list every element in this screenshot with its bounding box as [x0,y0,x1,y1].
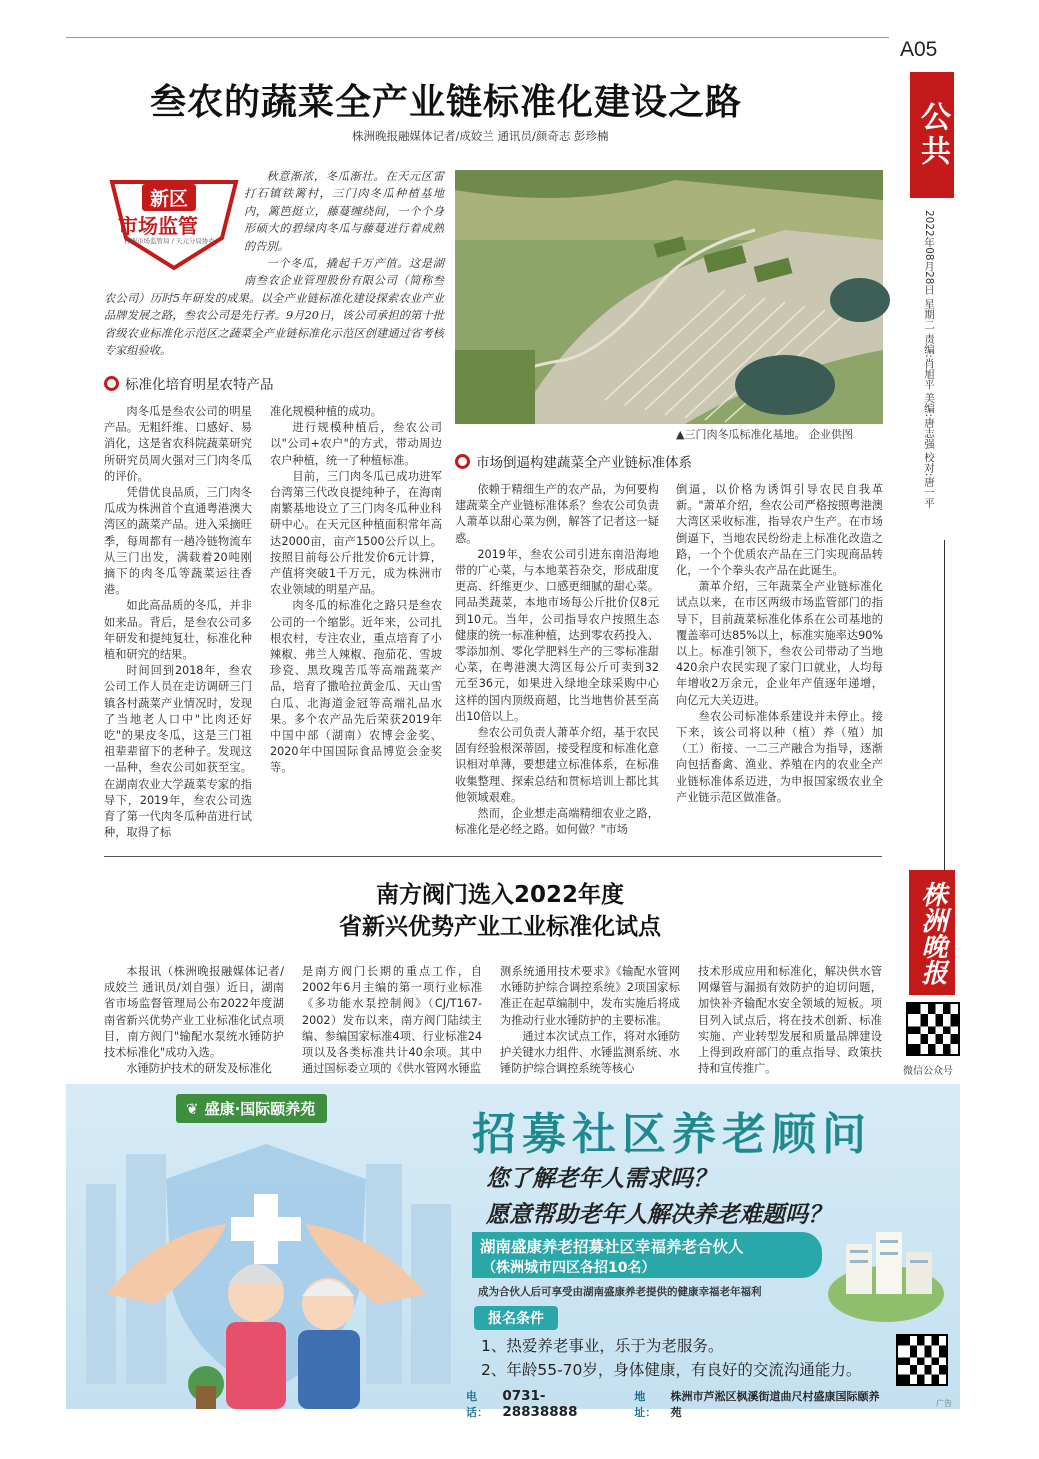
ad-qr-code[interactable] [896,1334,948,1386]
side-info: 2022年08月28日 星期二 责编:肖旭平 美编:唐志强 校对:唐一平 [923,210,935,508]
ad-corner-label: 广告 [936,1399,952,1408]
intro-paragraph: 一个冬瓜，撬起千万产值。这是湖南叁农企业管理股份有限公司（简称叁农公司）历时5年研发的成果。以全产业链标准化建设探索农业产业品牌发展之路，叁农公司是先行者。9月20日，该公司承担的第十批省级农业标准化示范区之蔬菜全产业链标准化示范区创建通过省考核专家组验收。 [104,257,444,358]
farm-photo [455,170,883,424]
paragraph: 如此高品质的冬瓜，并非如来品。背后，是叁农公司多年研发和提纯复壮，标准化种植和研究的结果。 [104,599,252,662]
bullet-circle-icon [104,376,119,391]
building-illustration [826,1224,946,1324]
badge-line1: 新区 [142,184,196,211]
paragraph: 测系统通用技术要求》《输配水管网水锤防护综合调控系统》2项国家标准正在起草编制中，发布实施后将成为推动行业水锤防护的主要标准。 [500,965,680,1027]
paragraph: 进行规模种植后，叁农公司以"公司+农户"的方式，带动周边农户种植，统一了种植标准。 [270,421,442,467]
article-column [676,482,883,806]
ad-contact [466,1388,886,1420]
article-column [104,404,252,841]
section-tab [910,72,954,198]
article2-column [500,964,680,1077]
ad-question-2: 愿意帮助老年人解决养老难题吗？ [486,1201,831,1228]
article-column [270,404,442,777]
page-number: A05 [900,38,938,61]
ad-condition-label: 报名条件 [474,1306,558,1330]
qr-caption: 微信公众号 [903,1066,953,1077]
paragraph: 目前，三门肉冬瓜已成功进军台湾第三代改良提纯种子，在海南南繁基地设立了三门肉冬瓜种业科研中心。在天元区种植面积常年高达2000亩，亩产1500公斤以上。按照目前每公斤批发价6元计算，产值将突破1千万元，成为株洲市农业领域的明星产品。 [270,469,442,597]
ad-logo-text: 盛康·国际颐养苑 [204,1100,316,1118]
phone-label: 电话： [466,1390,488,1419]
article2-title-line1: 南方阀门选入2022年度 [375,882,624,908]
intro-text [104,168,444,359]
ad-band-sub: （株洲城市四区各招10名） [482,1260,656,1276]
paragraph: 萧革介绍，三年蔬菜全产业链标准化试点以来，在市区两级市场监管部门的指导下，目前蔬菜标准化体系在公司基地的覆盖率可达85%以上，标准实施率达90%以上。标准引领下，叁农公司带动了当地420余户农民实现了家门口就业，人均每年增收2万余元，企业年产值逐年递增，向亿元大关迈进。 [676,580,883,707]
article-column [455,482,659,838]
top-rule [66,37,889,38]
paragraph: 肉冬瓜是叁农公司的明星产品。无粗纤维、口感好、易消化，这是省农科院蔬菜研究所研究员周火强对三门肉冬瓜的评价。 [104,405,252,483]
paragraph: 是南方阀门长期的重点工作，自2002年6月主编的第一项行业标准《多功能水泵控制阀》（CJ/T167-2002）发布以来，南方阀门陆续主编、参编国家标准4项、行业标准24项以及各类标准共计40余项。其中通过国标委立项的《供水管网水锤监 [302,965,482,1076]
subheading-2 [455,451,692,471]
address-label: 地址： [634,1390,657,1419]
ad-note: 成为合伙人后可享受由湖南盛康养老提供的健康幸福老年福利 [478,1286,762,1298]
paragraph: 凭借优良品质，三门肉冬瓜成为株洲首个直通粤港澳大湾区的蔬菜产品。进入采摘旺季，每周都有一趟冷链物流车从三门出发，满载着20吨刚摘下的肉冬瓜等蔬菜运往香港。 [104,486,252,597]
wechat-qr-code[interactable] [906,1002,960,1056]
badge-line2: 市场监管 [118,214,198,238]
article-byline: 株洲晚报融媒体记者/成姣兰 通讯员/颜奇志 彭珍楠 [352,129,609,143]
paragraph: 水锤防护技术的研发及标准化 [126,1062,272,1076]
leaf-icon: ❦ [186,1099,199,1118]
phone-number[interactable]: 0731-28838888 [502,1388,578,1420]
photo-caption: ▲三门肉冬瓜标准化基地。 企业供图 [676,428,853,441]
paragraph: 准化规模种植的成功。 [270,405,382,418]
side-rule [944,540,945,870]
subheading-1 [104,373,274,393]
ad-band [472,1232,822,1278]
advertisement[interactable] [66,1084,960,1420]
paragraph: 依赖于精细生产的农产品，为何要构建蔬菜全产业链标准体系？叁农公司负责人萧革以甜心菜为例，解答了记者这一疑惑。 [455,483,659,545]
intro-paragraph: 秋意渐浓，冬瓜渐壮。在天元区雷打石镇铁篱村，三门肉冬瓜种植基地内，篱笆挺立，藤蔓缠绕间，一个个身形硕大的碧绿肉冬瓜与藤蔓进行着成熟的告别。 [244,170,444,253]
article2-column [698,964,882,1077]
paragraph: 叁农公司负责人萧革介绍，基于农民固有经验根深蒂固，接受程度和标准化意识相对单薄，要想建立标准体系，在标准收集整理、探索总结和贯标培训上都比其他领域艰难。 [455,726,659,804]
section-label: 公共 [915,101,950,169]
article-separator [104,856,882,857]
ad-condition-1: 1、热爱养老事业，乐于为老服务。 [481,1337,724,1355]
ad-headline: 招募社区养老顾问 [472,1109,872,1160]
paragraph: 叁农公司标准体系建设并未停止。接下来，该公司将以种（植）养（殖）加（工）衔接、一二三产融合为指导，逐渐向包括畜禽、渔业、养殖在内的农业全产业链标准体系迈进，为申报国家级农业全产业链示范区做准备。 [676,709,883,804]
ad-question-1: 您了解老年人需求吗？ [486,1165,716,1192]
ad-band-text: 湖南盛康养老招募社区幸福养老合伙人 [480,1238,744,1256]
ad-logo [176,1094,327,1123]
article2-column [302,964,482,1077]
article2-column [104,964,284,1077]
badge-sub: 株洲市场监管局 / 天元分局协办 [124,237,215,245]
paragraph: 然而，企业想走高端精细农业之路，标准化是必经之路。如何做？"市场 [455,807,659,837]
subheading-text: 标准化培育明星农特产品 [125,377,274,393]
paragraph: 肉冬瓜的标准化之路只是叁农公司的一个缩影。近年来，公司扎根农村，专注农业，重点培育了小辣椒、弗兰人辣椒、孢茄花、雪坡珍瓷、黑玫瑰苦瓜等高端蔬菜产品，培育了撒哈拉黄金瓜、天山雪白瓜、北海道金冠等高端礼品水果。多个农产品先后荣获2019年中国中部（湖南）农博会金奖、2020年中国国际食品博览会金奖等。 [270,599,442,775]
subheading-text: 市场倒逼构建蔬菜全产业链标准体系 [476,455,692,471]
article-title: 叁农的蔬菜全产业链标准化建设之路 [150,82,743,123]
paragraph: 时间回到2018年，叁农公司工作人员在走访调研三门镇各村蔬菜产业情况时，发现了当地老人口中"比肉还好吃"的果皮冬瓜，这是三门祖祖辈辈留下的老种子。发现这一品种，叁农公司如获至宝。在湖南农业大学蔬菜专家的指导下，2019年，叁农公司选育了第一代肉冬瓜种苗进行试种，取得了标 [104,664,252,840]
paragraph: 本报讯（株洲晚报融媒体记者/成姣兰 通讯员/刘自强）近日，湖南省市场监督管理局公布2022年度湖南省新兴优势产业工业标准化试点项目，南方阀门"输配水泵统水锤防护技术标准化"成功入选。 [104,965,284,1060]
bullet-circle-icon [455,454,470,469]
farm-aerial-image [455,170,883,424]
paragraph: 技术形成应用和标准化，解决供水管网爆管与漏损有效防护的迫切问题，加快补齐输配水安全领域的短板。项目列入试点后，将在技术创新、标准实施、产业转型发展和质量品牌建设上得到政府部门的重点指导、政策扶持和宣传推广。 [698,965,882,1076]
article2-title-line2: 省新兴优势产业工业标准化试点 [339,914,661,940]
paragraph: 通过本次试点工作，将对水锤防护关键水力组件、水锤监测系统、水锤防护综合调控系统等核心 [500,1029,680,1076]
brand-name: 株洲晚报 [917,880,947,985]
address-text: 株洲市芦淞区枫溪街道曲尺村盛康国际颐养苑 [670,1390,880,1419]
paragraph: 2019年，叁农公司引进东南沿海地带的广心菜，与本地菜苔杂交，形成甜度更高、纤维更少、口感更细腻的甜心菜。同品类蔬菜，本地市场每公斤批价仅8元到10元。当年，公司指导农户按照生态健康的统一标准种植，达到零农药投入、零添加剂、零化学肥料生产的三零标准甜心菜，在粤港澳大湾区每公斤可卖到32元至36元，如果进入绿地全球采购中心这样的国内顶级商超，比当地售价甚至高出10倍以上。 [455,547,659,723]
paragraph: 倒逼，以价格为诱饵引导农民自我革新。"萧革介绍，叁农公司严格按照粤港澳大湾区采收标准，指导农户生产。在市场倒逼下，当地农民纷纷走上标准化改造之路，一个个优质农产品在三门实现商品转化，一个个拳头农产品在此诞生。 [676,483,883,578]
elderly-care-illustration [66,1124,466,1409]
ad-condition-2: 2、年龄55-70岁，身体健康，有良好的交流沟通能力。 [481,1361,862,1379]
